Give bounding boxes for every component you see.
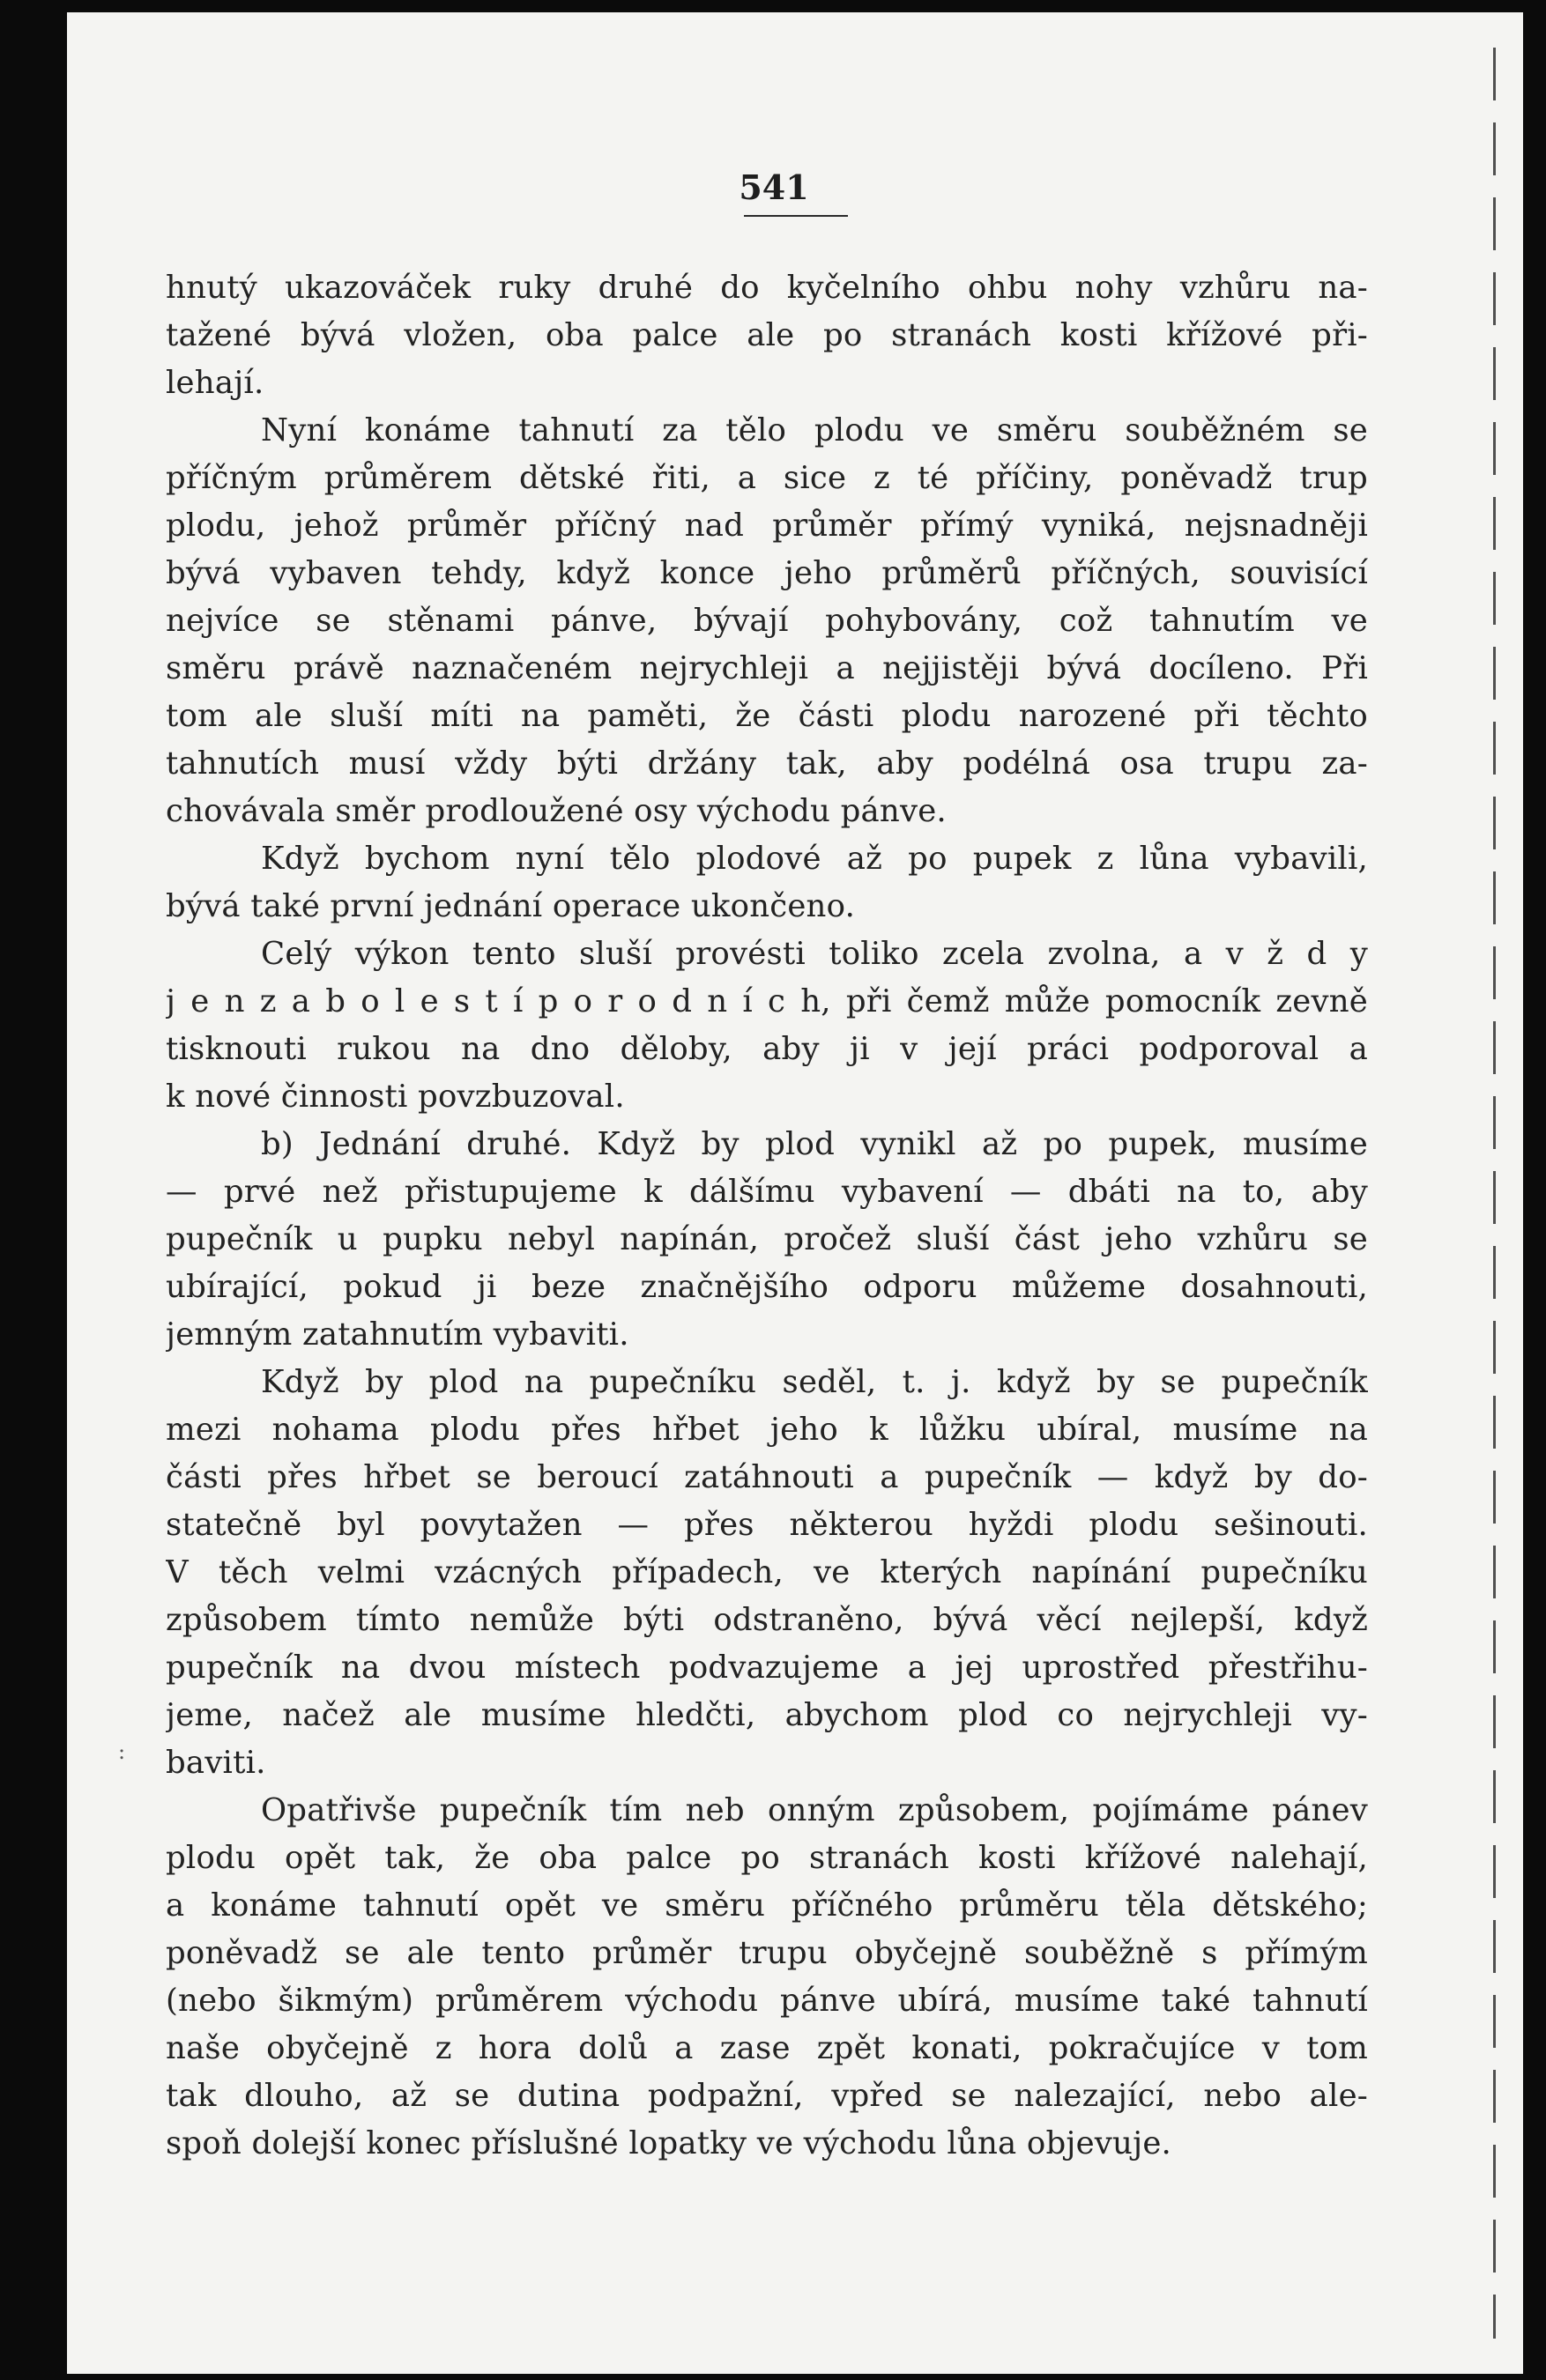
text-line: Nyní konáme tahnutí za tělo plodu ve směru souběžném se — [261, 412, 1368, 449]
text-line: nejvíce se stěnami pánve, bývají pohybovány, což tahnutím ve — [166, 603, 1368, 639]
text-line: bývá vybaven tehdy, když konce jeho průměrů příčných, souvisící — [166, 555, 1368, 591]
book-page — [67, 12, 1523, 2374]
text-line: tom ale sluší míti na paměti, že části plodu narozené při těchto — [166, 698, 1368, 734]
text-line: tahnutích musí vždy býti držány tak, aby podélná osa trupu za- — [166, 745, 1368, 782]
text-line: Když by plod na pupečníku seděl, t. j. když by se pupečník — [261, 1364, 1368, 1400]
text-line: tisknouti rukou na dno děloby, aby ji v její práci podporoval a — [166, 1031, 1368, 1067]
text-line: k nové činnosti povzbuzoval. — [166, 1079, 625, 1115]
text-line: naše obyčejně z hora dolů a zase zpět konati, pokračujíce v tom — [166, 2030, 1368, 2066]
text-line: tak dlouho, až se dutina podpažní, vpřed se nalezající, nebo ale- — [166, 2078, 1368, 2114]
text-line: — prvé než přistupujeme k dálšímu vybavení — dbáti na to, aby — [166, 1174, 1368, 1210]
page-edge-shadow — [1493, 48, 1496, 2339]
text-line: a konáme tahnutí opět ve směru příčného průměru těla dětského; — [166, 1887, 1368, 1924]
text-line: chovávala směr prodloužené osy východu pánve. — [166, 793, 947, 829]
text-line: plodu, jehož průměr příčný nad průměr přímý vyniká, nejsnadněji — [166, 508, 1368, 544]
text-line: příčným průměrem dětské řiti, a sice z té příčiny, poněvadž trup — [166, 460, 1368, 496]
text-line: poněvadž se ale tento průměr trupu obyčejně souběžně s přímým — [166, 1935, 1368, 1971]
text-line: Celý výkon tento sluší provésti toliko zcela zvolna, a v ž d y — [261, 936, 1368, 972]
text-line: baviti. — [166, 1745, 266, 1781]
text-line: j e n z a b o l e s t í p o r o d n í c h, při čemž může pomocník zevně — [166, 983, 1368, 1019]
text-line: spoň dolejší konec příslušné lopatky ve východu lůna objevuje. — [166, 2125, 1172, 2161]
text-line: plodu opět tak, že oba palce po stranách kosti křížové nalehají, — [166, 1840, 1368, 1876]
text-line: pupečník na dvou místech podvazujeme a jej uprostřed přestřihu- — [166, 1650, 1368, 1686]
text-line: hnutý ukazováček ruky druhé do kyčelního ohbu nohy vzhůru na- — [166, 270, 1368, 306]
text-line: ubírající, pokud ji beze značnějšího odporu můžeme dosahnouti, — [166, 1269, 1368, 1305]
text-line: mezi nohama plodu přes hřbet jeho k lůžku ubíral, musíme na — [166, 1412, 1368, 1448]
text-line: směru právě naznačeném nejrychleji a nejjistěji bývá docíleno. Při — [166, 650, 1368, 686]
text-line: Když bychom nyní tělo plodové až po pupek z lůna vybavili, — [261, 841, 1368, 877]
text-line: lehají. — [166, 365, 264, 401]
text-line: způsobem tímto nemůže býti odstraněno, bývá věcí nejlepší, když — [166, 1602, 1368, 1638]
text-line: tažené bývá vložen, oba palce ale po stranách kosti křížové při- — [166, 317, 1368, 353]
text-line: statečně byl povytažen — přes některou hyždi plodu sešinouti. — [166, 1507, 1368, 1543]
text-line: jeme, načež ale musíme hledčti, abychom plod co nejrychleji vy- — [166, 1697, 1368, 1733]
text-line: jemným zatahnutím vybaviti. — [166, 1316, 629, 1353]
text-line: bývá také první jednání operace ukončeno. — [166, 888, 856, 924]
page-number: 541 — [739, 167, 809, 207]
page-number-underline — [744, 215, 848, 217]
margin-mark: : — [118, 1739, 126, 1764]
body-text — [166, 264, 1368, 2168]
text-line: části přes hřbet se beroucí zatáhnouti a pupečník — když by do- — [166, 1459, 1368, 1495]
text-line: V těch velmi vzácných případech, ve kterých napínání pupečníku — [166, 1554, 1368, 1590]
text-line: pupečník u pupku nebyl napínán, pročež sluší část jeho vzhůru se — [166, 1221, 1368, 1257]
text-line: Opatřivše pupečník tím neb onným způsobem, pojímáme pánev — [261, 1792, 1368, 1828]
text-line: b) Jednání druhé. Když by plod vynikl až po pupek, musíme — [261, 1126, 1368, 1162]
text-line: (nebo šikmým) průměrem východu pánve ubírá, musíme také tahnutí — [166, 1983, 1368, 2019]
